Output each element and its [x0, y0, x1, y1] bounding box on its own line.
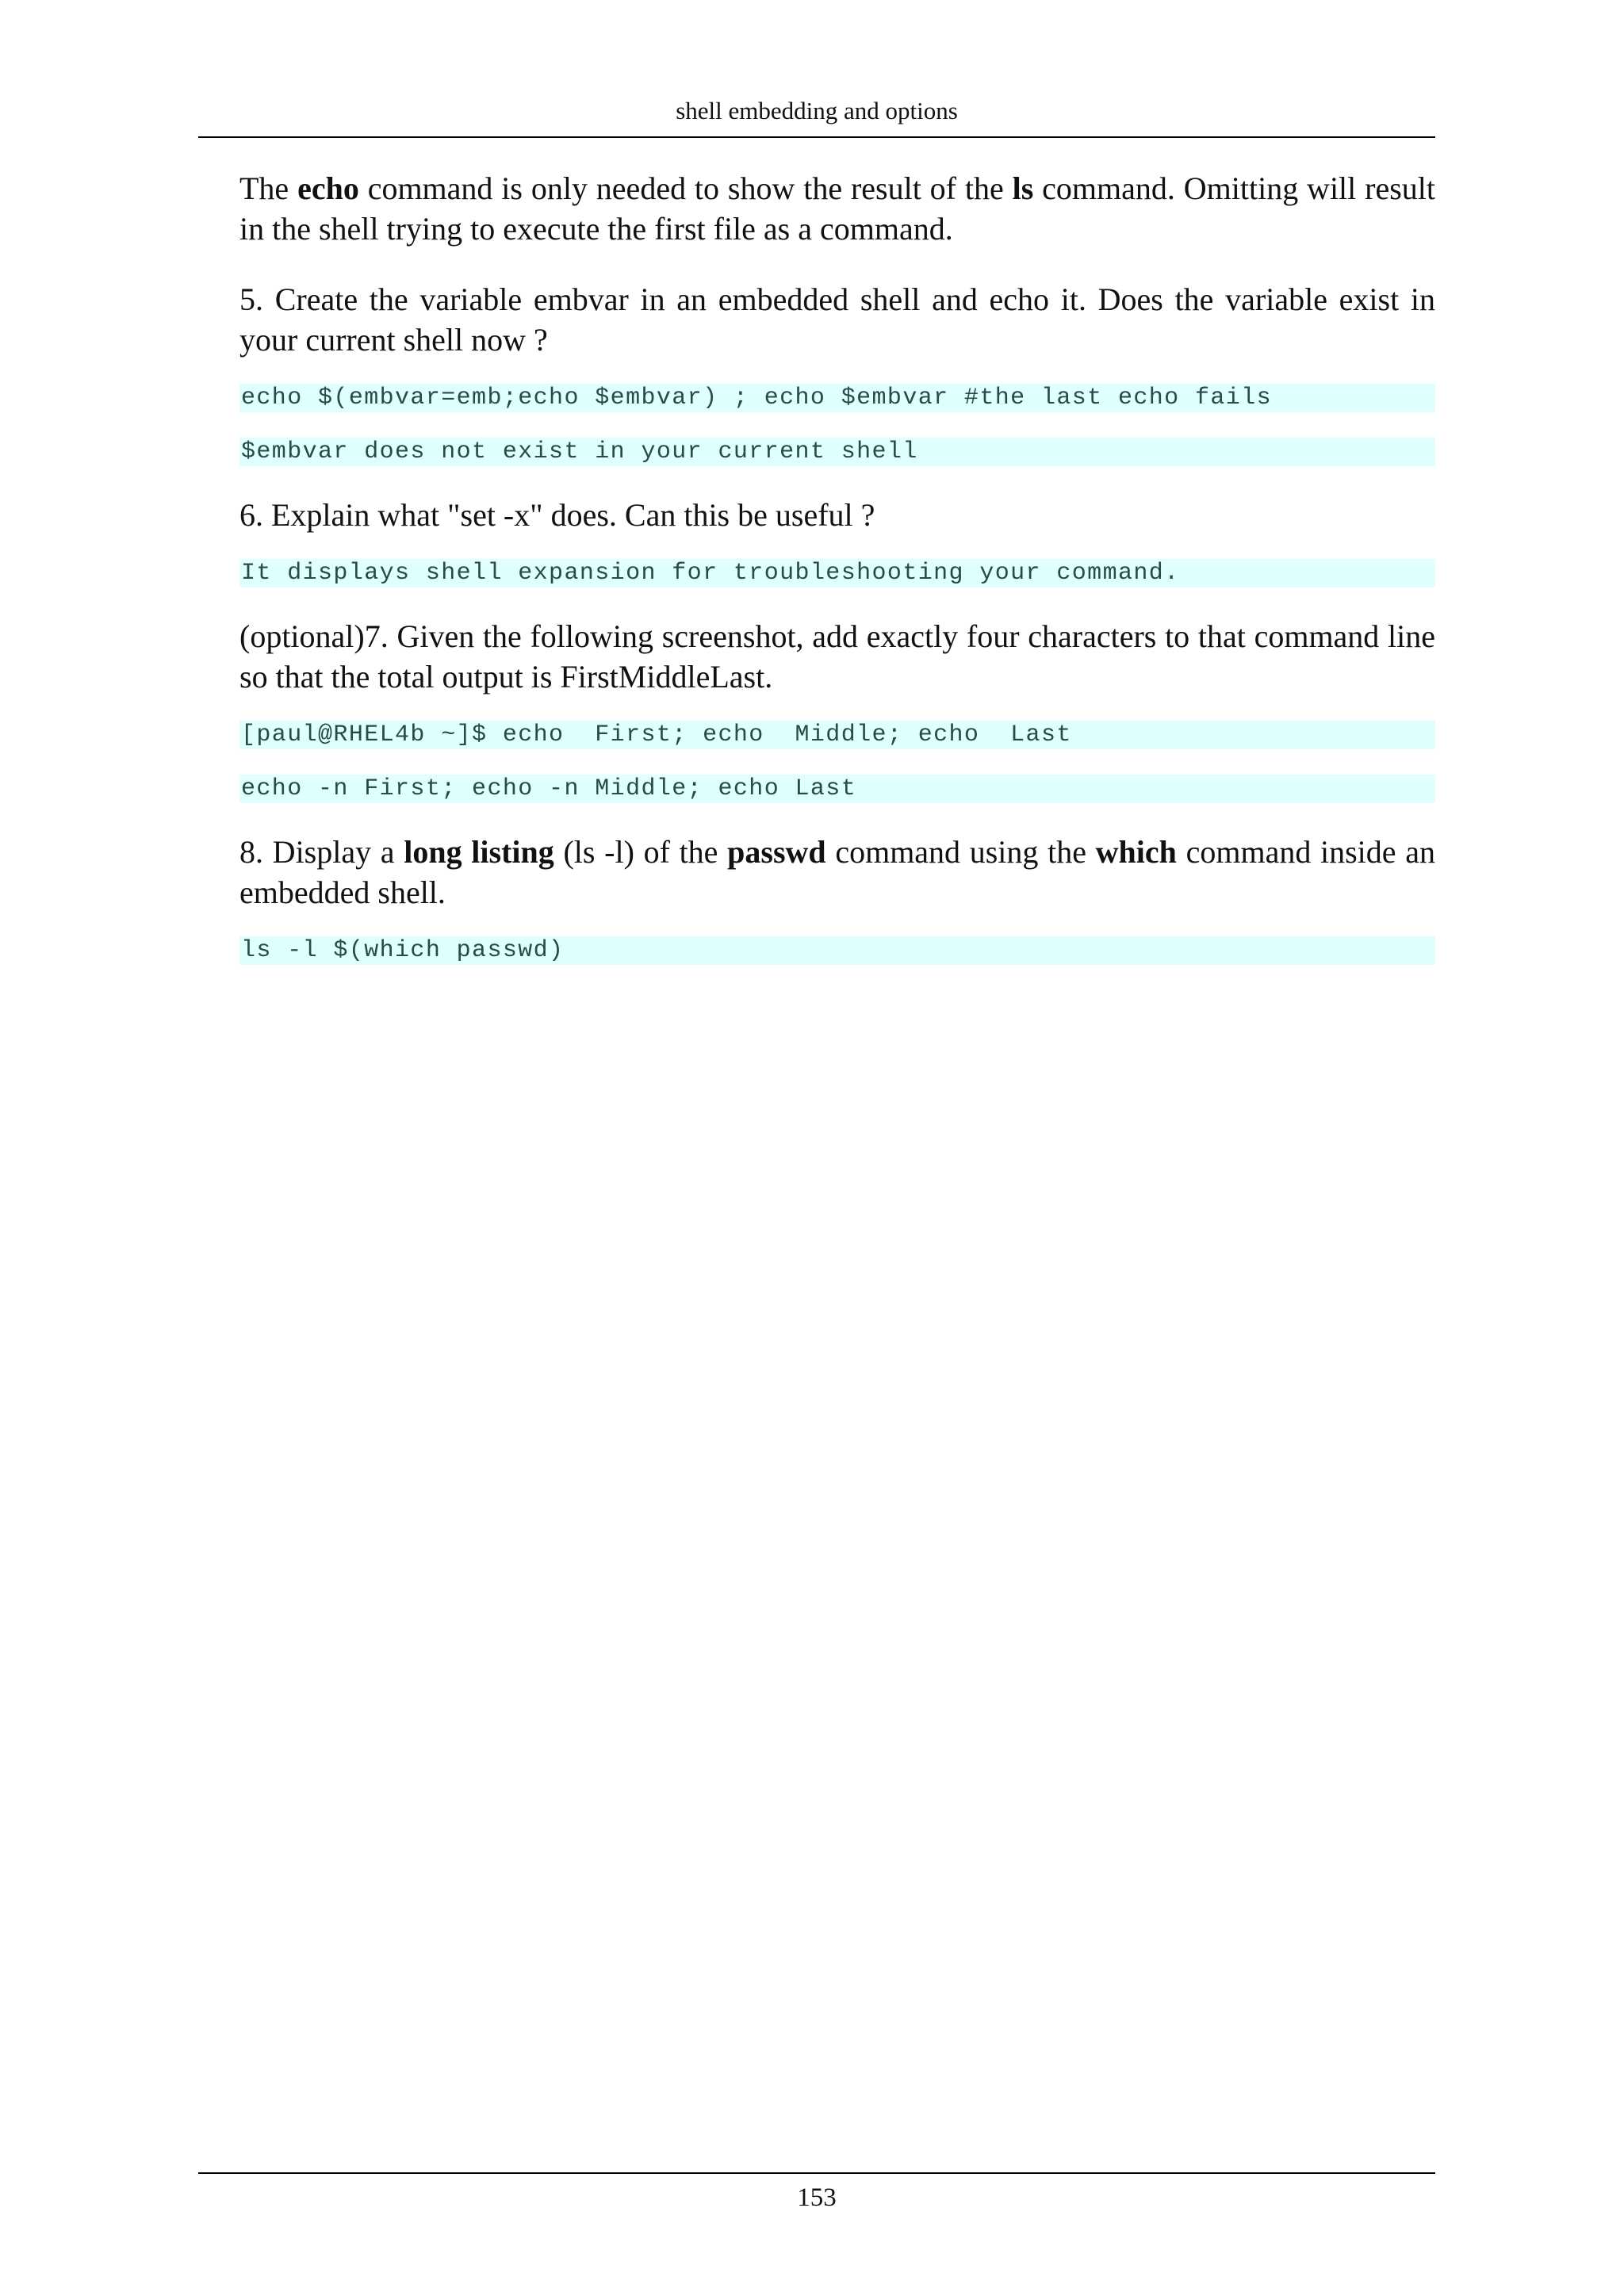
- code-block-answer-5a: echo $(embvar=emb;echo $embvar) ; echo $embvar #the last echo fails: [239, 384, 1435, 412]
- text-run: command inside an embedded shell.: [239, 834, 1435, 910]
- code-block-answer-7: echo -n First; echo -n Middle; echo Last: [239, 775, 1435, 803]
- page-body: [239, 168, 1435, 965]
- question-8: [239, 832, 1435, 913]
- bold-term-passwd: passwd: [727, 834, 826, 870]
- question-7: (optional)7. Given the following screenshot, add exactly four characters to that command line so that the total output is FirstMiddleLast.: [239, 618, 1435, 695]
- bold-term-which: which: [1095, 834, 1177, 870]
- text-run: command is only needed to show the result of the: [358, 170, 1013, 206]
- text-run: command using the: [825, 834, 1096, 870]
- code-block-answer-6: It displays shell expansion for troubleshooting your command.: [239, 559, 1435, 587]
- paragraph-echo-explanation: [239, 168, 1435, 249]
- footer-rule: [198, 2172, 1435, 2174]
- text-run: 8. Display a: [239, 834, 404, 870]
- code-block-answer-8: ls -l $(which passwd): [239, 936, 1435, 965]
- code-block-answer-5b: $embvar does not exist in your current shell: [239, 438, 1435, 466]
- bold-term-ls: ls: [1012, 170, 1034, 206]
- page-number: 153: [797, 2183, 837, 2212]
- text-run: (ls -l) of the: [553, 834, 728, 870]
- bold-term-echo: echo: [297, 170, 359, 206]
- header-rule: [198, 136, 1435, 138]
- question-5: 5. Create the variable embvar in an embedded shell and echo it. Does the variable exist in your current shell now ?: [239, 281, 1435, 358]
- text-run: command. Omitting will result in the shell trying to execute the first file as a command.: [239, 170, 1436, 247]
- bold-term-long-listing: long listing: [404, 834, 554, 870]
- text-run: The: [239, 170, 298, 206]
- code-block-screenshot-7: [paul@RHEL4b ~]$ echo First; echo Middle; echo Last: [239, 721, 1435, 749]
- question-6: 6. Explain what "set -x" does. Can this be useful ?: [239, 497, 875, 533]
- page-header-title: shell embedding and options: [676, 97, 958, 124]
